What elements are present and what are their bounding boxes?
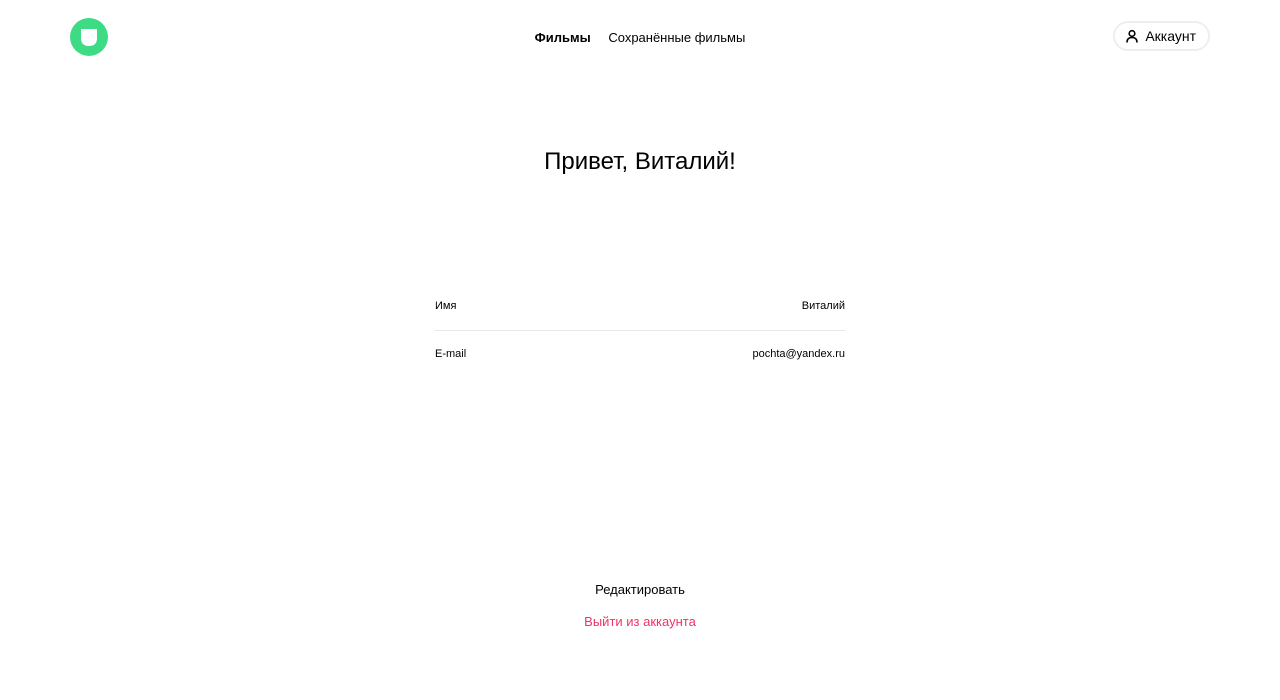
account-button[interactable] bbox=[1113, 21, 1210, 51]
name-label: Имя bbox=[435, 300, 457, 312]
profile-divider bbox=[435, 330, 845, 331]
profile-info bbox=[435, 290, 845, 371]
edit-button[interactable]: Редактировать bbox=[595, 582, 685, 597]
header bbox=[0, 0, 1280, 74]
email-label: E-mail bbox=[435, 348, 467, 360]
edit-row bbox=[0, 581, 1280, 599]
account-label: Аккаунт bbox=[1145, 28, 1196, 44]
main-nav bbox=[0, 28, 1280, 48]
profile-row-email bbox=[435, 338, 845, 371]
logout-row bbox=[0, 613, 1280, 631]
page-title: Привет, Виталий! bbox=[544, 148, 736, 175]
user-icon bbox=[1125, 29, 1139, 43]
name-value: Виталий bbox=[801, 300, 845, 312]
profile-row-name bbox=[435, 290, 845, 323]
email-value: pochta@yandex.ru bbox=[752, 348, 845, 360]
nav-films-link[interactable]: Фильмы bbox=[534, 30, 591, 45]
nav-saved-films-link[interactable]: Сохранённые фильмы bbox=[608, 30, 746, 45]
logout-button[interactable]: Выйти из аккаунта bbox=[584, 614, 696, 629]
